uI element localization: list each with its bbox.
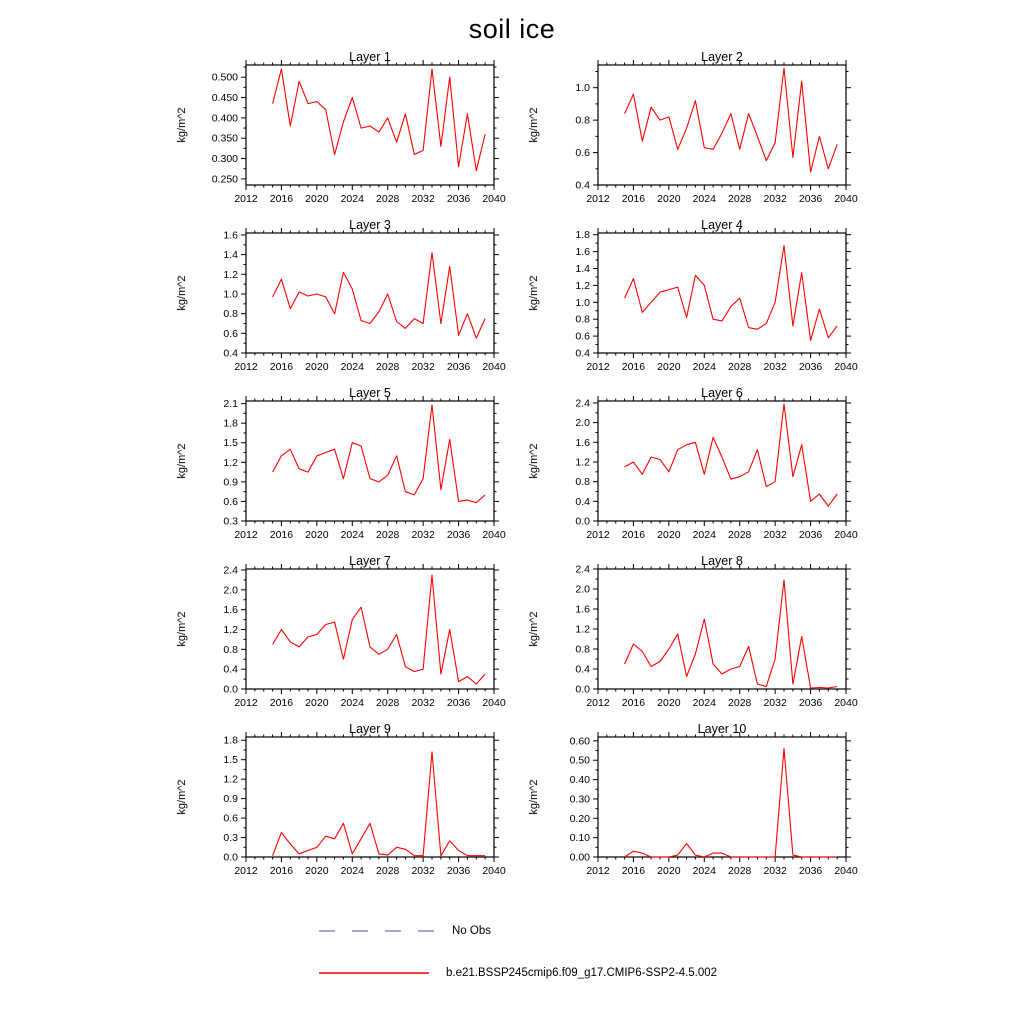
svg-text:2012: 2012: [234, 193, 258, 205]
svg-text:kg/m^2: kg/m^2: [528, 779, 540, 815]
svg-text:0.500: 0.500: [211, 71, 238, 84]
svg-text:0.30: 0.30: [569, 793, 590, 806]
panel-layer-10: [520, 721, 872, 889]
svg-text:2040: 2040: [482, 865, 506, 877]
svg-text:0.8: 0.8: [575, 313, 590, 326]
svg-text:kg/m^2: kg/m^2: [528, 275, 540, 311]
svg-text:1.0: 1.0: [223, 288, 238, 301]
svg-text:Layer 5: Layer 5: [349, 386, 391, 400]
svg-text:2040: 2040: [482, 193, 506, 205]
svg-text:0.00: 0.00: [569, 851, 590, 864]
svg-text:2024: 2024: [340, 865, 364, 877]
svg-text:2036: 2036: [798, 865, 823, 877]
svg-text:1.6: 1.6: [223, 604, 238, 617]
svg-text:2016: 2016: [269, 865, 294, 877]
svg-text:2024: 2024: [692, 865, 716, 877]
svg-text:2012: 2012: [586, 865, 610, 877]
svg-text:2.4: 2.4: [575, 397, 590, 410]
svg-text:0.10: 0.10: [569, 832, 590, 845]
svg-text:2020: 2020: [305, 361, 329, 373]
svg-text:0.4: 0.4: [575, 179, 590, 192]
svg-text:2032: 2032: [763, 361, 787, 373]
svg-text:2032: 2032: [411, 361, 435, 373]
svg-text:2020: 2020: [305, 193, 329, 205]
svg-text:Layer 2: Layer 2: [701, 50, 743, 64]
svg-text:1.2: 1.2: [223, 456, 238, 469]
svg-text:kg/m^2: kg/m^2: [528, 443, 540, 479]
svg-text:0.4: 0.4: [223, 663, 238, 676]
svg-text:0.0: 0.0: [223, 851, 238, 864]
svg-text:2028: 2028: [728, 193, 752, 205]
svg-text:1.2: 1.2: [223, 623, 238, 636]
panel-layer-9: [168, 721, 520, 889]
svg-text:Layer 10: Layer 10: [697, 722, 747, 736]
svg-text:1.5: 1.5: [223, 437, 238, 450]
svg-text:2024: 2024: [340, 361, 364, 373]
svg-text:2032: 2032: [411, 865, 435, 877]
svg-text:1.2: 1.2: [223, 268, 238, 281]
svg-text:kg/m^2: kg/m^2: [528, 611, 540, 647]
svg-text:0.300: 0.300: [211, 153, 238, 166]
svg-text:2.0: 2.0: [575, 583, 590, 596]
svg-text:2036: 2036: [446, 697, 471, 709]
svg-text:2012: 2012: [234, 697, 258, 709]
svg-text:1.2: 1.2: [223, 773, 238, 786]
svg-text:2028: 2028: [376, 865, 400, 877]
svg-text:2.4: 2.4: [575, 563, 590, 576]
svg-text:2036: 2036: [446, 529, 471, 541]
svg-text:0.450: 0.450: [211, 92, 238, 105]
svg-text:0.8: 0.8: [223, 308, 238, 321]
svg-text:2020: 2020: [657, 529, 681, 541]
svg-text:Layer 4: Layer 4: [701, 218, 743, 232]
svg-text:0.6: 0.6: [223, 812, 238, 825]
svg-text:0.400: 0.400: [211, 112, 238, 125]
svg-text:1.8: 1.8: [575, 229, 590, 242]
svg-text:2012: 2012: [586, 697, 610, 709]
svg-text:Layer 3: Layer 3: [349, 218, 391, 232]
svg-text:0.4: 0.4: [575, 495, 590, 508]
svg-text:kg/m^2: kg/m^2: [528, 107, 540, 143]
legend-series-label: b.e21.BSSP245cmip6.f09_g17.CMIP6-SSP2-4.5.002: [446, 967, 718, 979]
svg-text:Layer 9: Layer 9: [349, 722, 391, 736]
panel-layer-6: [520, 385, 872, 553]
svg-text:2028: 2028: [376, 361, 400, 373]
svg-text:2012: 2012: [234, 865, 258, 877]
panels-grid: [168, 49, 1024, 889]
svg-text:2028: 2028: [728, 529, 752, 541]
svg-text:0.9: 0.9: [223, 476, 238, 489]
svg-text:2036: 2036: [446, 193, 471, 205]
svg-text:2020: 2020: [657, 193, 681, 205]
svg-text:2012: 2012: [234, 529, 258, 541]
svg-text:2020: 2020: [657, 361, 681, 373]
svg-text:2012: 2012: [586, 193, 610, 205]
svg-text:2020: 2020: [305, 865, 329, 877]
svg-text:1.2: 1.2: [575, 279, 590, 292]
svg-text:1.0: 1.0: [575, 296, 590, 309]
svg-text:2016: 2016: [269, 697, 294, 709]
svg-text:2.0: 2.0: [223, 584, 238, 597]
svg-text:Layer 8: Layer 8: [701, 554, 743, 568]
svg-text:kg/m^2: kg/m^2: [176, 107, 188, 143]
svg-text:0.50: 0.50: [569, 754, 590, 767]
svg-text:2016: 2016: [621, 361, 646, 373]
svg-text:0.60: 0.60: [569, 735, 590, 748]
svg-text:2016: 2016: [269, 529, 294, 541]
svg-text:2036: 2036: [798, 361, 823, 373]
svg-text:0.6: 0.6: [223, 495, 238, 508]
svg-text:0.9: 0.9: [223, 793, 238, 806]
svg-text:0.350: 0.350: [211, 132, 238, 145]
svg-text:2036: 2036: [798, 697, 823, 709]
svg-text:2.0: 2.0: [575, 417, 590, 430]
svg-text:2036: 2036: [446, 361, 471, 373]
svg-text:2024: 2024: [340, 529, 364, 541]
svg-text:2016: 2016: [621, 865, 646, 877]
panel-layer-3: [168, 217, 520, 385]
panel-layer-5: [168, 385, 520, 553]
svg-text:1.2: 1.2: [575, 456, 590, 469]
svg-text:2036: 2036: [446, 865, 471, 877]
svg-text:0.8: 0.8: [575, 114, 590, 127]
svg-text:0.8: 0.8: [575, 476, 590, 489]
svg-text:2040: 2040: [482, 361, 506, 373]
svg-text:2032: 2032: [763, 697, 787, 709]
svg-text:2024: 2024: [340, 193, 364, 205]
panel-layer-2: [520, 49, 872, 217]
svg-text:2016: 2016: [621, 529, 646, 541]
svg-text:1.6: 1.6: [575, 436, 590, 449]
svg-text:1.5: 1.5: [223, 754, 238, 767]
svg-text:kg/m^2: kg/m^2: [176, 611, 188, 647]
svg-text:0.6: 0.6: [575, 330, 590, 343]
legend-entry-no-obs: [318, 925, 1024, 937]
svg-text:2012: 2012: [234, 361, 258, 373]
svg-text:2012: 2012: [586, 361, 610, 373]
svg-text:0.4: 0.4: [223, 347, 238, 360]
no-obs-dashed-line-icon: [318, 926, 436, 936]
svg-text:2032: 2032: [763, 865, 787, 877]
svg-text:0.40: 0.40: [569, 774, 590, 787]
panel-layer-1: [168, 49, 520, 217]
svg-text:2036: 2036: [798, 529, 823, 541]
svg-text:2.4: 2.4: [223, 564, 238, 577]
svg-text:0.3: 0.3: [223, 832, 238, 845]
svg-text:2040: 2040: [834, 361, 858, 373]
svg-text:0.0: 0.0: [575, 515, 590, 528]
svg-text:2036: 2036: [798, 193, 823, 205]
svg-text:1.8: 1.8: [223, 417, 238, 430]
svg-text:2032: 2032: [763, 529, 787, 541]
svg-text:2020: 2020: [305, 697, 329, 709]
svg-text:2040: 2040: [834, 529, 858, 541]
svg-text:2.1: 2.1: [223, 398, 238, 411]
svg-text:1.4: 1.4: [223, 249, 238, 262]
svg-text:0.6: 0.6: [223, 327, 238, 340]
svg-text:0.8: 0.8: [223, 643, 238, 656]
svg-text:2040: 2040: [482, 529, 506, 541]
svg-text:2024: 2024: [692, 361, 716, 373]
svg-text:0.4: 0.4: [575, 347, 590, 360]
svg-text:2016: 2016: [621, 193, 646, 205]
svg-text:Layer 1: Layer 1: [349, 50, 391, 64]
svg-text:0.3: 0.3: [223, 515, 238, 528]
svg-text:2028: 2028: [376, 529, 400, 541]
svg-text:1.0: 1.0: [575, 82, 590, 95]
svg-text:0.20: 0.20: [569, 812, 590, 825]
svg-text:1.4: 1.4: [575, 262, 590, 275]
panel-layer-4: [520, 217, 872, 385]
svg-text:2028: 2028: [728, 361, 752, 373]
svg-text:kg/m^2: kg/m^2: [176, 275, 188, 311]
svg-text:2032: 2032: [411, 529, 435, 541]
svg-text:2020: 2020: [657, 697, 681, 709]
svg-text:2028: 2028: [728, 865, 752, 877]
svg-text:2028: 2028: [728, 697, 752, 709]
svg-text:0.4: 0.4: [575, 663, 590, 676]
svg-text:2016: 2016: [269, 193, 294, 205]
svg-text:1.6: 1.6: [575, 603, 590, 616]
svg-text:2028: 2028: [376, 193, 400, 205]
svg-text:2016: 2016: [621, 697, 646, 709]
svg-text:2024: 2024: [692, 193, 716, 205]
svg-text:2032: 2032: [763, 193, 787, 205]
svg-text:kg/m^2: kg/m^2: [176, 443, 188, 479]
legend: [318, 925, 1024, 979]
svg-text:kg/m^2: kg/m^2: [176, 779, 188, 815]
svg-text:2020: 2020: [657, 865, 681, 877]
svg-text:0.0: 0.0: [223, 683, 238, 696]
svg-text:2024: 2024: [692, 697, 716, 709]
svg-text:2040: 2040: [834, 865, 858, 877]
svg-text:2016: 2016: [269, 361, 294, 373]
svg-text:2032: 2032: [411, 697, 435, 709]
svg-text:1.6: 1.6: [575, 246, 590, 259]
svg-text:Layer 7: Layer 7: [349, 554, 391, 568]
svg-text:2040: 2040: [834, 697, 858, 709]
svg-text:0.250: 0.250: [211, 173, 238, 186]
figure-title: soil ice: [468, 14, 556, 44]
svg-text:1.6: 1.6: [223, 229, 238, 242]
svg-text:2040: 2040: [482, 697, 506, 709]
legend-entry-series: [318, 967, 1024, 979]
svg-text:2040: 2040: [834, 193, 858, 205]
svg-text:2024: 2024: [692, 529, 716, 541]
svg-text:2028: 2028: [376, 697, 400, 709]
panel-layer-7: [168, 553, 520, 721]
svg-text:0.0: 0.0: [575, 683, 590, 696]
svg-text:0.8: 0.8: [575, 643, 590, 656]
svg-text:Layer 6: Layer 6: [701, 386, 743, 400]
legend-no-obs-label: No Obs: [452, 925, 491, 937]
svg-text:1.8: 1.8: [223, 734, 238, 747]
svg-text:2024: 2024: [340, 697, 364, 709]
svg-text:2012: 2012: [586, 529, 610, 541]
svg-text:2020: 2020: [305, 529, 329, 541]
series-solid-line-icon: [318, 968, 430, 978]
panel-layer-8: [520, 553, 872, 721]
svg-text:2032: 2032: [411, 193, 435, 205]
svg-text:0.6: 0.6: [575, 147, 590, 160]
svg-text:1.2: 1.2: [575, 623, 590, 636]
